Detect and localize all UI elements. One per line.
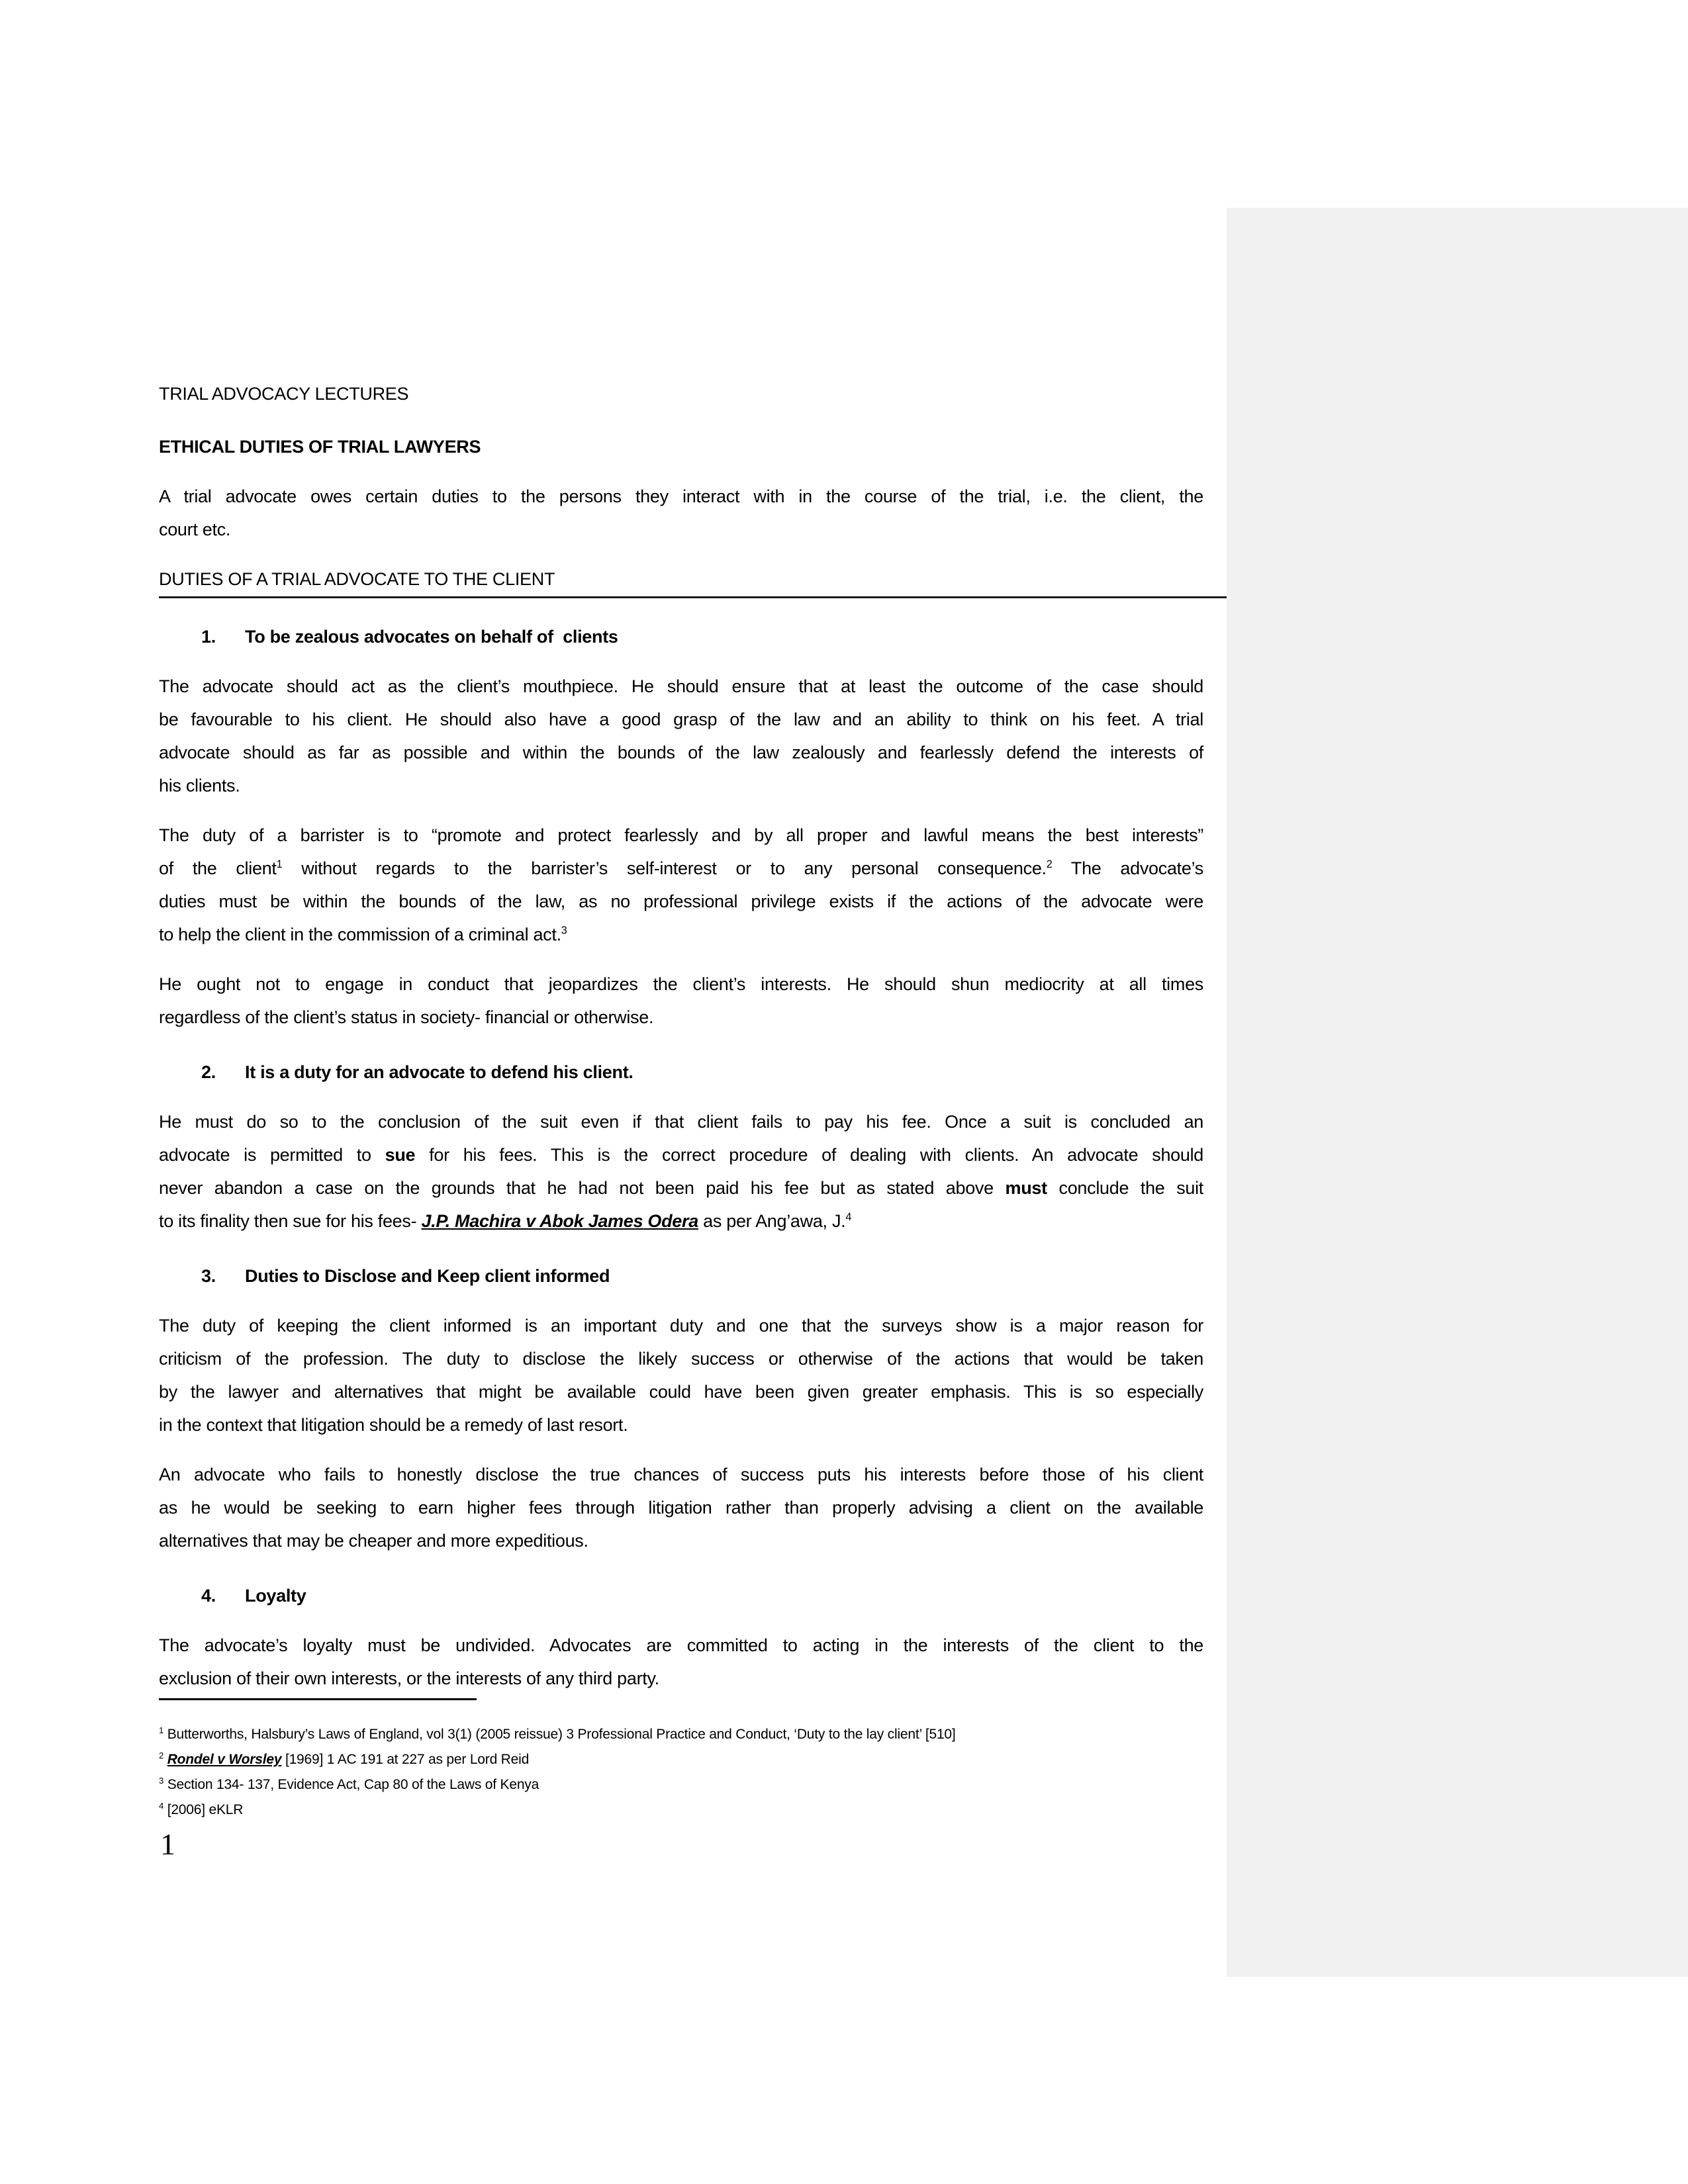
text-segment: for his fees. This is the correct procedure of dealing with clients. An advocate should bbox=[415, 1145, 1204, 1165]
para-line bbox=[159, 703, 1203, 736]
text-segment: sue bbox=[385, 1145, 416, 1165]
list-item-text: It is a duty for an advocate to defend his client. bbox=[245, 1062, 633, 1082]
outside-page-background bbox=[1227, 208, 1688, 1977]
para-line bbox=[159, 1375, 1203, 1408]
para-line bbox=[159, 1342, 1203, 1375]
footnote-marker: 3 bbox=[159, 1776, 164, 1786]
section-heading: DUTIES OF A TRIAL ADVOCATE TO THE CLIENT bbox=[159, 563, 1227, 598]
text-segment: to its finality then sue for his fees- bbox=[159, 1211, 422, 1231]
text-segment: The duty of a barrister is to “promote and protect fearlessly and by all proper and lawful means the best interests” bbox=[159, 825, 1203, 845]
para-line bbox=[159, 513, 1203, 546]
para-line bbox=[159, 852, 1203, 885]
text-segment: [1969] 1 AC 191 at 227 as per Lord Reid bbox=[281, 1752, 530, 1767]
footnotes-section bbox=[159, 1698, 1203, 1821]
list-item-heading bbox=[159, 1259, 1203, 1293]
paragraph bbox=[159, 1105, 1203, 1238]
para-line bbox=[159, 1662, 1203, 1695]
paragraph bbox=[159, 1458, 1203, 1557]
para-line bbox=[159, 769, 1203, 802]
footnote bbox=[159, 1770, 1203, 1796]
footnote bbox=[159, 1796, 1203, 1821]
list-item-text: Loyalty bbox=[245, 1586, 306, 1606]
superscript-ref: 1 bbox=[276, 858, 283, 870]
text-segment: advocate is permitted to bbox=[159, 1145, 385, 1165]
text-segment: The duty of keeping the client informed is an important duty and one that the surveys show is a major reason for bbox=[159, 1316, 1203, 1336]
superscript-ref: 3 bbox=[561, 925, 567, 936]
list-item-number: 2. bbox=[201, 1062, 216, 1082]
para-line bbox=[159, 1138, 1203, 1171]
list-item-heading bbox=[159, 1579, 1203, 1612]
text-segment: The advocate’s loyalty must be undivided. Advocates are committed to acting in the interests of the client to the bbox=[159, 1635, 1203, 1655]
case-citation: Rondel v Worsley bbox=[167, 1752, 282, 1767]
text-segment: be favourable to his client. He should also have a good grasp of the law and an ability to think on his feet. A trial bbox=[159, 709, 1203, 729]
text-segment: The advocate’s bbox=[1052, 858, 1203, 878]
text-segment: never abandon a case on the grounds that he had not been paid his fee but as stated above bbox=[159, 1178, 1006, 1198]
para-line bbox=[159, 1205, 1203, 1238]
footnote-marker: 1 bbox=[159, 1725, 164, 1735]
para-line bbox=[159, 1001, 1203, 1034]
text-segment: alternatives that may be cheaper and more expeditious. bbox=[159, 1531, 588, 1551]
text-segment: regardless of the client’s status in society- financial or otherwise. bbox=[159, 1007, 654, 1027]
para-line bbox=[159, 1105, 1203, 1138]
footnote bbox=[159, 1720, 1203, 1745]
text-segment: by the lawyer and alternatives that might be available could have been given greater emphasis. This is so especially bbox=[159, 1382, 1203, 1402]
text-segment: as per Ang’awa, J. bbox=[698, 1211, 846, 1231]
para-line bbox=[159, 1629, 1203, 1662]
list-item-number: 1. bbox=[201, 627, 216, 647]
text-segment: An advocate who fails to honestly disclose the true chances of success puts his interests before those of his client bbox=[159, 1465, 1203, 1484]
para-line bbox=[159, 1458, 1203, 1491]
doc-subtitle: ETHICAL DUTIES OF TRIAL LAWYERS bbox=[159, 437, 481, 457]
footnote-list bbox=[159, 1720, 1203, 1821]
text-segment: exclusion of their own interests, or the interests of any third party. bbox=[159, 1668, 659, 1688]
list-item-heading bbox=[159, 1056, 1203, 1089]
footnote-marker: 2 bbox=[159, 1751, 164, 1760]
page-number: 1 bbox=[160, 1827, 175, 1861]
case-citation: J.P. Machira v Abok James Odera bbox=[421, 1211, 698, 1231]
para-line bbox=[159, 736, 1203, 769]
text-segment: as he would be seeking to earn higher fees through litigation rather than properly advising a client on the available bbox=[159, 1498, 1203, 1518]
text-segment: He must do so to the conclusion of the suit even if that client fails to pay his fee. Once a suit is concluded an bbox=[159, 1112, 1203, 1132]
paragraph bbox=[159, 968, 1203, 1034]
para-line bbox=[159, 1171, 1203, 1205]
text-column bbox=[159, 377, 1203, 1695]
list-item-number: 4. bbox=[201, 1586, 216, 1606]
para-line bbox=[159, 885, 1203, 918]
paragraph bbox=[159, 1629, 1203, 1695]
text-segment: Butterworths, Halsbury’s Laws of England, vol 3(1) (2005 reissue) 3 Professional Practice and Conduct, ‘Duty to the lay client’ [510] bbox=[167, 1727, 956, 1742]
list-item-heading bbox=[159, 620, 1203, 653]
superscript-ref: 2 bbox=[1046, 858, 1053, 870]
text-segment: advocate should as far as possible and within the bounds of the law zealously and fearlessly defend the interests of bbox=[159, 743, 1203, 762]
para-line bbox=[159, 670, 1203, 703]
list-item-text: Duties to Disclose and Keep client informed bbox=[245, 1266, 610, 1286]
para-line bbox=[159, 1491, 1203, 1524]
para-line bbox=[159, 1309, 1203, 1342]
para-line bbox=[159, 480, 1203, 513]
text-segment: his clients. bbox=[159, 776, 240, 796]
text-segment: criticism of the profession. The duty to disclose the likely success or otherwise of the actions that would be taken bbox=[159, 1349, 1203, 1369]
text-segment: in the context that litigation should be a remedy of last resort. bbox=[159, 1415, 628, 1435]
para-line bbox=[159, 1524, 1203, 1557]
text-segment: He ought not to engage in conduct that jeopardizes the client’s interests. He should shun mediocrity at all times bbox=[159, 974, 1203, 994]
para-line bbox=[159, 918, 1203, 951]
text-segment: without regards to the barrister’s self-interest or to any personal consequence. bbox=[282, 858, 1047, 878]
footnote bbox=[159, 1745, 1203, 1770]
text-segment: The advocate should act as the client’s mouthpiece. He should ensure that at least the outcome of the case should bbox=[159, 676, 1203, 696]
text-segment: Section 134- 137, Evidence Act, Cap 80 of the Laws of Kenya bbox=[167, 1777, 539, 1792]
paragraph bbox=[159, 819, 1203, 951]
text-segment: conclude the suit bbox=[1047, 1178, 1204, 1198]
paragraph bbox=[159, 670, 1203, 802]
text-segment: [2006] eKLR bbox=[167, 1802, 244, 1817]
text-segment: court etc. bbox=[159, 520, 231, 539]
text-segment: to help the client in the commission of a criminal act. bbox=[159, 925, 561, 944]
footnote-marker: 4 bbox=[159, 1801, 164, 1811]
para-line bbox=[159, 968, 1203, 1001]
text-segment: of the client bbox=[159, 858, 277, 878]
text-segment: A trial advocate owes certain duties to the persons they interact with in the course of the trial, i.e. the client, the bbox=[159, 486, 1203, 506]
paragraph bbox=[159, 480, 1203, 546]
list-item-text: To be zealous advocates on behalf of clients bbox=[245, 627, 618, 647]
footnote-separator bbox=[159, 1698, 477, 1700]
para-line bbox=[159, 819, 1203, 852]
text-segment: duties must be within the bounds of the law, as no professional privilege exists if the actions of the advocate were bbox=[159, 891, 1203, 911]
doc-title: TRIAL ADVOCACY LECTURES bbox=[159, 384, 409, 404]
list-item-number: 3. bbox=[201, 1266, 216, 1286]
superscript-ref: 4 bbox=[845, 1211, 852, 1223]
text-segment: must bbox=[1005, 1178, 1047, 1198]
paragraph bbox=[159, 1309, 1203, 1441]
para-line bbox=[159, 1408, 1203, 1441]
